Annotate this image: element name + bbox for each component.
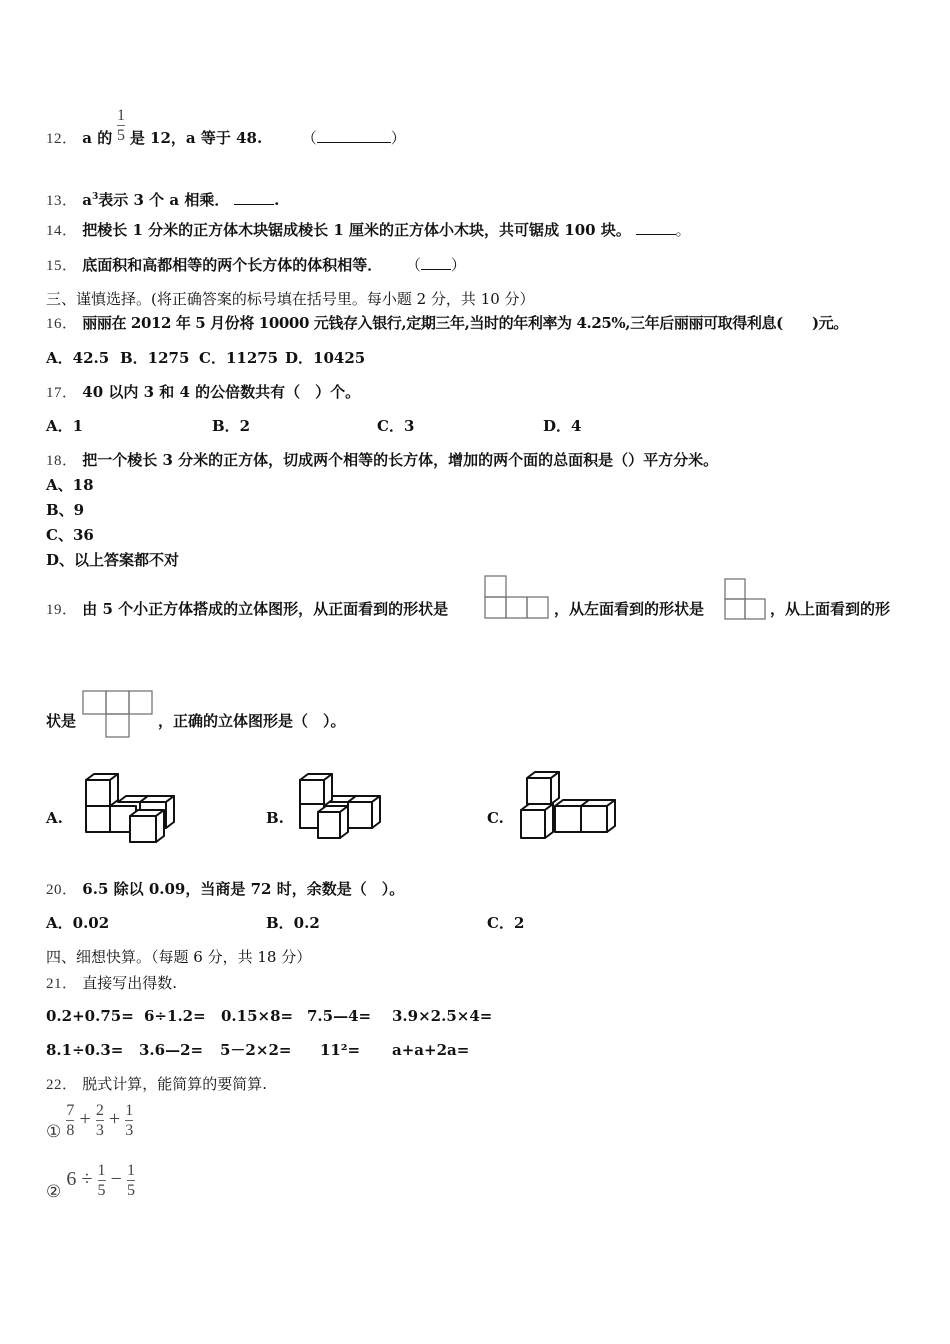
calc-item: 3.6—2= — [139, 1041, 204, 1059]
option-a[interactable]: A、18 — [46, 476, 94, 494]
option-b[interactable]: B、9 — [46, 501, 85, 519]
question-19-part3: ，从上面看到的形 — [770, 600, 891, 618]
option-d[interactable]: D、以上答案都不对 — [46, 551, 180, 569]
question-15: 15． 底面积和高都相等的两个长方体的体积相等． （ ） — [46, 256, 466, 274]
calc-item: 0.2+0.75= — [46, 1007, 134, 1025]
calc-item: 6÷1.2= — [144, 1007, 206, 1025]
question-22: 22． 脱式计算，能简算的要简算. — [46, 1075, 268, 1093]
answer-blank[interactable] — [234, 190, 274, 205]
top-view-figure — [82, 690, 154, 742]
question-number: 12． — [46, 131, 78, 147]
fraction: $\frac{1}{5}$ — [117, 106, 126, 144]
option-a[interactable]: A．1 — [46, 417, 84, 435]
answer-blank[interactable] — [317, 128, 391, 143]
option-b[interactable]: B．0.2 — [266, 914, 320, 932]
circled-number-2: ② — [46, 1182, 62, 1202]
cube-figure-b[interactable] — [298, 772, 386, 844]
question-17: 17． 40 以内 3 和 4 的公倍数共有（ ）个。 — [46, 383, 361, 401]
question-19-part5: ，正确的立体图形是（ ）。 — [158, 712, 346, 730]
question-19: 19． 由 5 个小正方体搭成的立体图形，从正面看到的形状是 — [46, 600, 449, 618]
expression-2: ② 6 ÷ $\frac{1}{5}$ − $\frac{1}{5}$ — [46, 1162, 135, 1202]
answer-blank[interactable] — [421, 255, 451, 270]
question-16: 16． 丽丽在 2012 年 5 月份将 10000 元钱存入银行,定期三年,当时的年利率为 4.25%,三年后丽丽可取得利息( )元。 — [46, 314, 848, 332]
calc-item: 7.5—4= — [307, 1007, 372, 1025]
option-a[interactable]: A．0.02 — [46, 914, 110, 932]
calc-item: a+a+2a= — [392, 1041, 470, 1059]
question-12: 12． a 的 $\frac{1}{5}$ 是 12，a 等于 48. （ ） — [46, 106, 406, 147]
option-b[interactable]: B．1275 — [120, 349, 190, 367]
cube-figure-c[interactable] — [519, 770, 619, 846]
question-18: 18． 把一个棱长 3 分米的正方体，切成两个相等的长方体，增加的两个面的总面积是（）平方分米。 — [46, 451, 719, 469]
option-b[interactable]: B．2 — [212, 417, 251, 435]
calc-item: 0.15×8= — [221, 1007, 294, 1025]
option-c[interactable]: C．2 — [487, 914, 525, 932]
calc-item: 8.1÷0.3= — [46, 1041, 124, 1059]
answer-blank[interactable] — [636, 220, 676, 235]
option-a[interactable]: A. — [46, 809, 63, 827]
question-19-part2: ，从左面看到的形状是 — [554, 600, 705, 618]
question-20: 20． 6.5 除以 0.09，当商是 72 时，余数是（ ）。 — [46, 880, 405, 898]
cube-figure-a[interactable] — [84, 772, 180, 848]
section-heading-3: 三、谨慎选择。(将正确答案的标号填在括号里。每小题 2 分，共 10 分） — [46, 290, 535, 308]
option-c[interactable]: C．3 — [377, 417, 415, 435]
option-c[interactable]: C. — [487, 809, 504, 827]
front-view-figure — [484, 575, 550, 623]
option-b[interactable]: B. — [266, 809, 284, 827]
question-14: 14． 把棱长 1 分米的正方体木块锯成棱长 1 厘米的正方体小木块，共可锯成 100 块。 。 — [46, 221, 691, 239]
section-heading-4: 四、细想快算。（每题 6 分，共 18 分） — [46, 948, 312, 966]
option-a[interactable]: A．42.5 — [46, 349, 110, 367]
question-19-part4: 状是 — [46, 712, 77, 730]
option-c[interactable]: C．11275 — [199, 349, 279, 367]
calc-item: 11²= — [320, 1041, 361, 1059]
calc-item: 3.9×2.5×4= — [392, 1007, 493, 1025]
calc-item: 5－2×2= — [220, 1041, 292, 1059]
option-d[interactable]: D．10425 — [285, 349, 366, 367]
question-21: 21． 直接写出得数. — [46, 974, 178, 992]
question-13: 13． $a^3$表示 3 个 a 相乘． . — [46, 191, 280, 209]
option-d[interactable]: D．4 — [543, 417, 582, 435]
circled-number-1: ① — [46, 1122, 62, 1142]
option-c[interactable]: C、36 — [46, 526, 94, 544]
left-view-figure — [724, 578, 768, 624]
expression-1: ① $\frac{7}{8}$ + $\frac{2}{3}$ + $\frac{1}{3}$ — [46, 1102, 134, 1142]
